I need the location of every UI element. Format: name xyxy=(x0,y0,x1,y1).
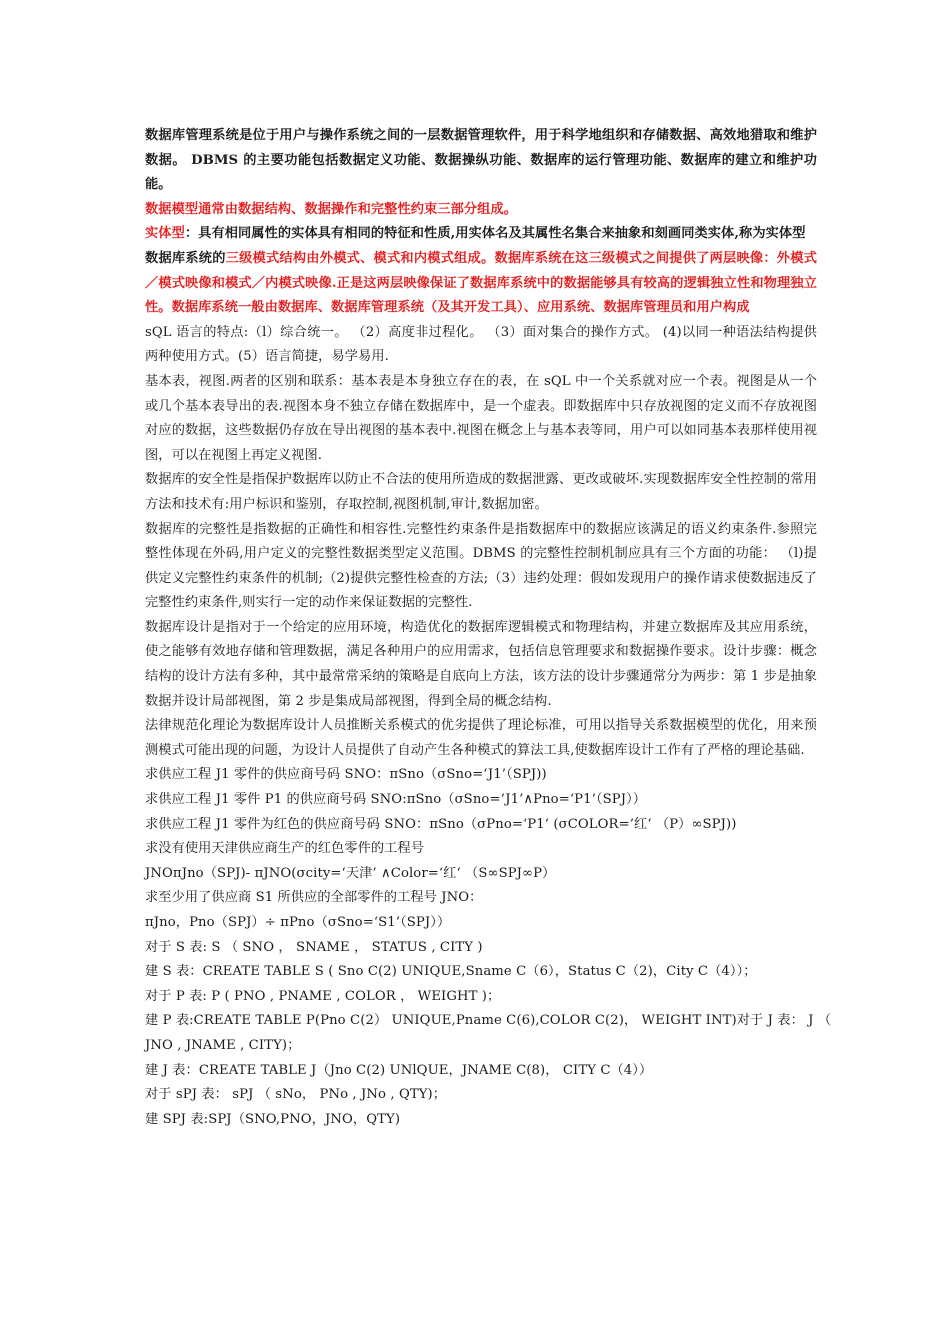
text-line: 求至少用了供应商 S1 所供应的全部零件的工程号 JNO： xyxy=(145,890,483,906)
text-span: sQL 语言的特点:（l）综合统一。 （2）高度非过程化。 （3）面对集合的操作方式。 (4)以同一种语法结构提供两种使用方式。(5）语言简捷，易学易用. xyxy=(145,324,817,365)
text-line: 建 J 表：CREATE TABLE J（Jno C(2) UNlQUE，JNAME C(8)， CITY C（4）） xyxy=(145,1062,653,1078)
paragraph-data-model xyxy=(145,198,817,223)
text-span: 数据库系统的 xyxy=(145,250,226,266)
text-line: πJno，Pno（SPJ）÷ πPno（σSno=‘S1‘（SPJ）） xyxy=(145,915,451,930)
paragraph-normalization xyxy=(145,714,817,763)
text-span: 实体型 xyxy=(145,226,185,242)
text-line: JNO , JNAME , CITY)； xyxy=(145,1037,301,1053)
line-block xyxy=(145,763,832,1132)
text-span: 数据库的完整性是指数据的正确性和相容性.完整性约束条件是指数据库中的数据应该满足的语义约束条件.参照完整性体现在外码,用户定义的完整性数据类型定义范围。DBMS 的完整性控制机制应具有三个方面的功能： （l)提供定义完整性约束条件的机制;（2)提供完整性检查的方法;（3）违约处理：假如发现用户的操作请求使数据违反了完整性约束条件,则实行一定的动作来保证数据的完整性. xyxy=(145,521,817,611)
text-line: 对于 P 表: P ( PNO , PNAME , COLOR ， WEIGHT )； xyxy=(145,988,501,1004)
paragraph-db-design xyxy=(145,616,817,714)
text-line: 求供应工程 J1 零件 P1 的供应商号码 SNO:πSno（σSno=‘J1’∧Pno=‘P1‘（SPJ）） xyxy=(145,792,647,808)
text-span: 三级模式结构由外模式、模式和内模式组成。数据库系统在这三级模式之间提供了两层映像：外模式／模式映像和模式／内模式映像.正是这两层映像保证了数据库系统中的数据能够具有较高的逻辑独立性和物理独立性。数据库系统一般由数据库、数据库管理系统（及其开发工具）、应用系统、数据库管理员和用户构成 xyxy=(145,250,817,316)
paragraph-sql-features xyxy=(145,321,817,370)
text-span: ：具有相同属性的实体具有相同的特征和性质,用实体名及其属性名集合来抽象和刻画同类实体,称为实体型 xyxy=(184,226,806,242)
text-line: 建 SPJ 表:SPJ（SNO,PNO，JNO，QTY) xyxy=(145,1111,401,1127)
paragraph-security xyxy=(145,468,817,517)
text-span: 数据库设计是指对于一个给定的应用环境，构造优化的数据库逻辑模式和物理结构，并建立数据库及其应用系统，使之能够有效地存储和管理数据，满足各种用户的应用需求，包括信息管理要求和数据操作要求。设计步骤：概念结构的设计方法有多种，其中最常常采纳的策略是自底向上方法，该方法的设计步骤通常分为两步：第 1 步是抽象数据并设计局部视图，第 2 步是集成局部视图，得到全局的概念结构. xyxy=(145,619,817,709)
text-line: 求没有使用天津供应商生产的红色零件的工程号 xyxy=(145,841,425,857)
paragraph-dbms-definition xyxy=(145,124,817,198)
text-line: JNOπJno（SPJ)- πJNO(σcity=‘天津’ ∧Color=‘红‘ （S∞SPJ∞P） xyxy=(145,865,556,881)
paragraph-block xyxy=(145,124,817,763)
paragraph-three-level-schema xyxy=(145,247,817,321)
text-span: 数据库的安全性是指保护数据库以防止不合法的使用所造成的数据泄露、更改或破坏.实现数据库安全性控制的常用方法和技术有:用户标识和鉴别，存取控制,视图机制,审计,数据加密。 xyxy=(145,472,817,512)
document-body xyxy=(145,124,832,1132)
text-span: 数据模型通常由数据结构、数据操作和完整性约束三部分组成。 xyxy=(145,201,518,217)
text-span: 数据库管理系统是位于用户与操作系统之间的一层数据管理软件，用于科学地组织和存储数据、高效地猎取和维护数据。 DBMS 的主要功能包括数据定义功能、数据操纵功能、数据库的运行管理功能、数据库的建立和维护功能。 xyxy=(145,128,817,193)
text-line: 建 S 表：CREATE TABLE S ( Sno C(2) UNIQUE,Sname C（6），Status C（2)，City C（4））； xyxy=(145,964,757,980)
paragraph-base-table-view xyxy=(145,370,817,468)
text-span: 法律规范化理论为数据库设计人员推断关系模式的优劣提供了理论标准，可用以指导关系数据模型的优化，用来预测模式可能出现的问题，为设计人员提供了自动产生各种模式的算法工具,使数据库设计工作有了严格的理论基础. xyxy=(145,718,817,758)
text-line: 对于 S 表: S （ SNO ， SNAME ， STATUS , CITY ) xyxy=(145,939,483,955)
text-line: 建 P 表:CREATE TABLE P(Pno C(2） UNIQUE,Pname C(6),COLOR C(2)， WEIGHT INT)对于 J 表： J （ xyxy=(145,1013,832,1029)
text-line: 对于 sPJ 表： sPJ （ sNo， PNo , JNo , QTY)； xyxy=(145,1087,447,1103)
text-span: 基本表，视图.两者的区别和联系：基本表是本身独立存在的表，在 sQL 中一个关系就对应一个表。视图是从一个或几个基本表导出的表.视图本身不独立存储在数据库中，是一个虚表。即数据库中只存放视图的定义而不存放视图对应的数据，这些数据仍存放在导出视图的基本表中.视图在概念上与基本表等同，用户可以如同基本表那样使用视图，可以在视图上再定义视图. xyxy=(145,373,817,463)
text-line: 求供应工程 J1 零件为红色的供应商号码 SNO：πSno（σPno=‘P1‘ (σCOLOR=’红‘ （P）∞SPJ)) xyxy=(145,816,737,832)
paragraph-integrity xyxy=(145,518,817,616)
paragraph-entity-type xyxy=(145,222,817,247)
text-line: 求供应工程 J1 零件的供应商号码 SNO：πSno（σSno=‘J1’（SPJ)) xyxy=(145,767,547,783)
